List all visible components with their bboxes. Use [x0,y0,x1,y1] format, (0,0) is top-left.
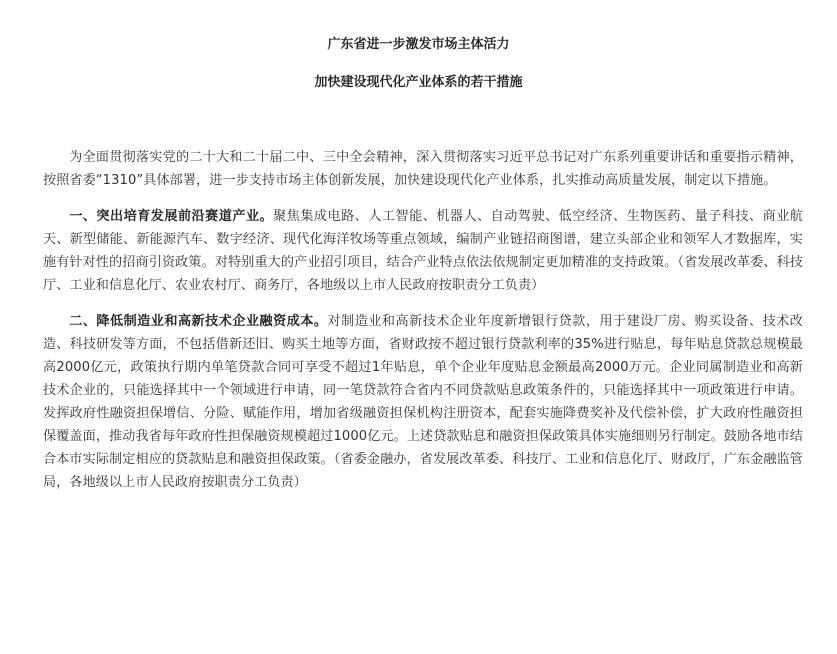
measure-heading-1: 一、突出培育发展前沿赛道产业。 [69,209,274,224]
measure-heading-2: 二、降低制造业和高新技术企业融资成本。 [69,314,328,329]
measure-paragraph-2 [43,310,803,494]
document-title-line-2: 加快建设现代化产业体系的若干措施 [314,75,523,90]
measure-paragraph-1 [43,205,803,297]
document-title-line-1: 广东省进一步激发市场主体活力 [327,37,510,52]
document-body [43,146,803,507]
measure-text-2: 对制造业和高新技术企业年度新增银行贷款，用于建设厂房、购买设备、技术改造、科技研发等方面，不包括借新还旧、购买土地等方面，省财政按不超过银行贷款利率的35%进行贴息，每年贴息贷款总规模最高2000亿元，政策执行期内单笔贷款合同可享受不超过1年贴息，单个企业年度贴息金额最高2000万元。企业同属制造业和高新技术企业的，只能选择其中一个领域进行申请，同一笔贷款符合省内不同贷款贴息政策条件的，只能选择其中一项政策进行申请。发挥政府性融资担保增信、分险、赋能作用，增加省级融资担保机构注册资本，配套实施降费奖补及代偿补偿，扩大政府性融资担保覆盖面，推动我省每年政府性担保融资规模超过1000亿元。上述贷款贴息和融资担保政策具体实施细则另行制定。鼓励各地市结合本市实际制定相应的贷款贴息和融资担保政策。（省委金融办，省发展改革委、科技厅、工业和信息化厅、财政厅，广东金融监管局，各地级以上市人民政府按职责分工负责） [43,314,804,490]
measure-text-1: 聚焦集成电路、人工智能、机器人、自动驾驶、低空经济、生物医药、量子科技、商业航天、新型储能、新能源汽车、数字经济、现代化海洋牧场等重点领域，编制产业链招商图谱，建立头部企业和领军人才数据库，实施有针对性的招商引资政策。对特别重大的产业招引项目，结合产业特点依法依规制定更加精准的支持政策。（省发展改革委、科技厅、工业和信息化厅、农业农村厅、商务厅，各地级以上市人民政府按职责分工负责） [43,209,803,293]
intro-paragraph: 为全面贯彻落实党的二十大和二十届二中、三中全会精神，深入贯彻落实习近平总书记对广东系列重要讲话和重要指示精神，按照省委“1310”具体部署，进一步支持市场主体创新发展，加快建设现代化产业体系，扎实推动高质量发展，制定以下措施。 [43,150,803,188]
